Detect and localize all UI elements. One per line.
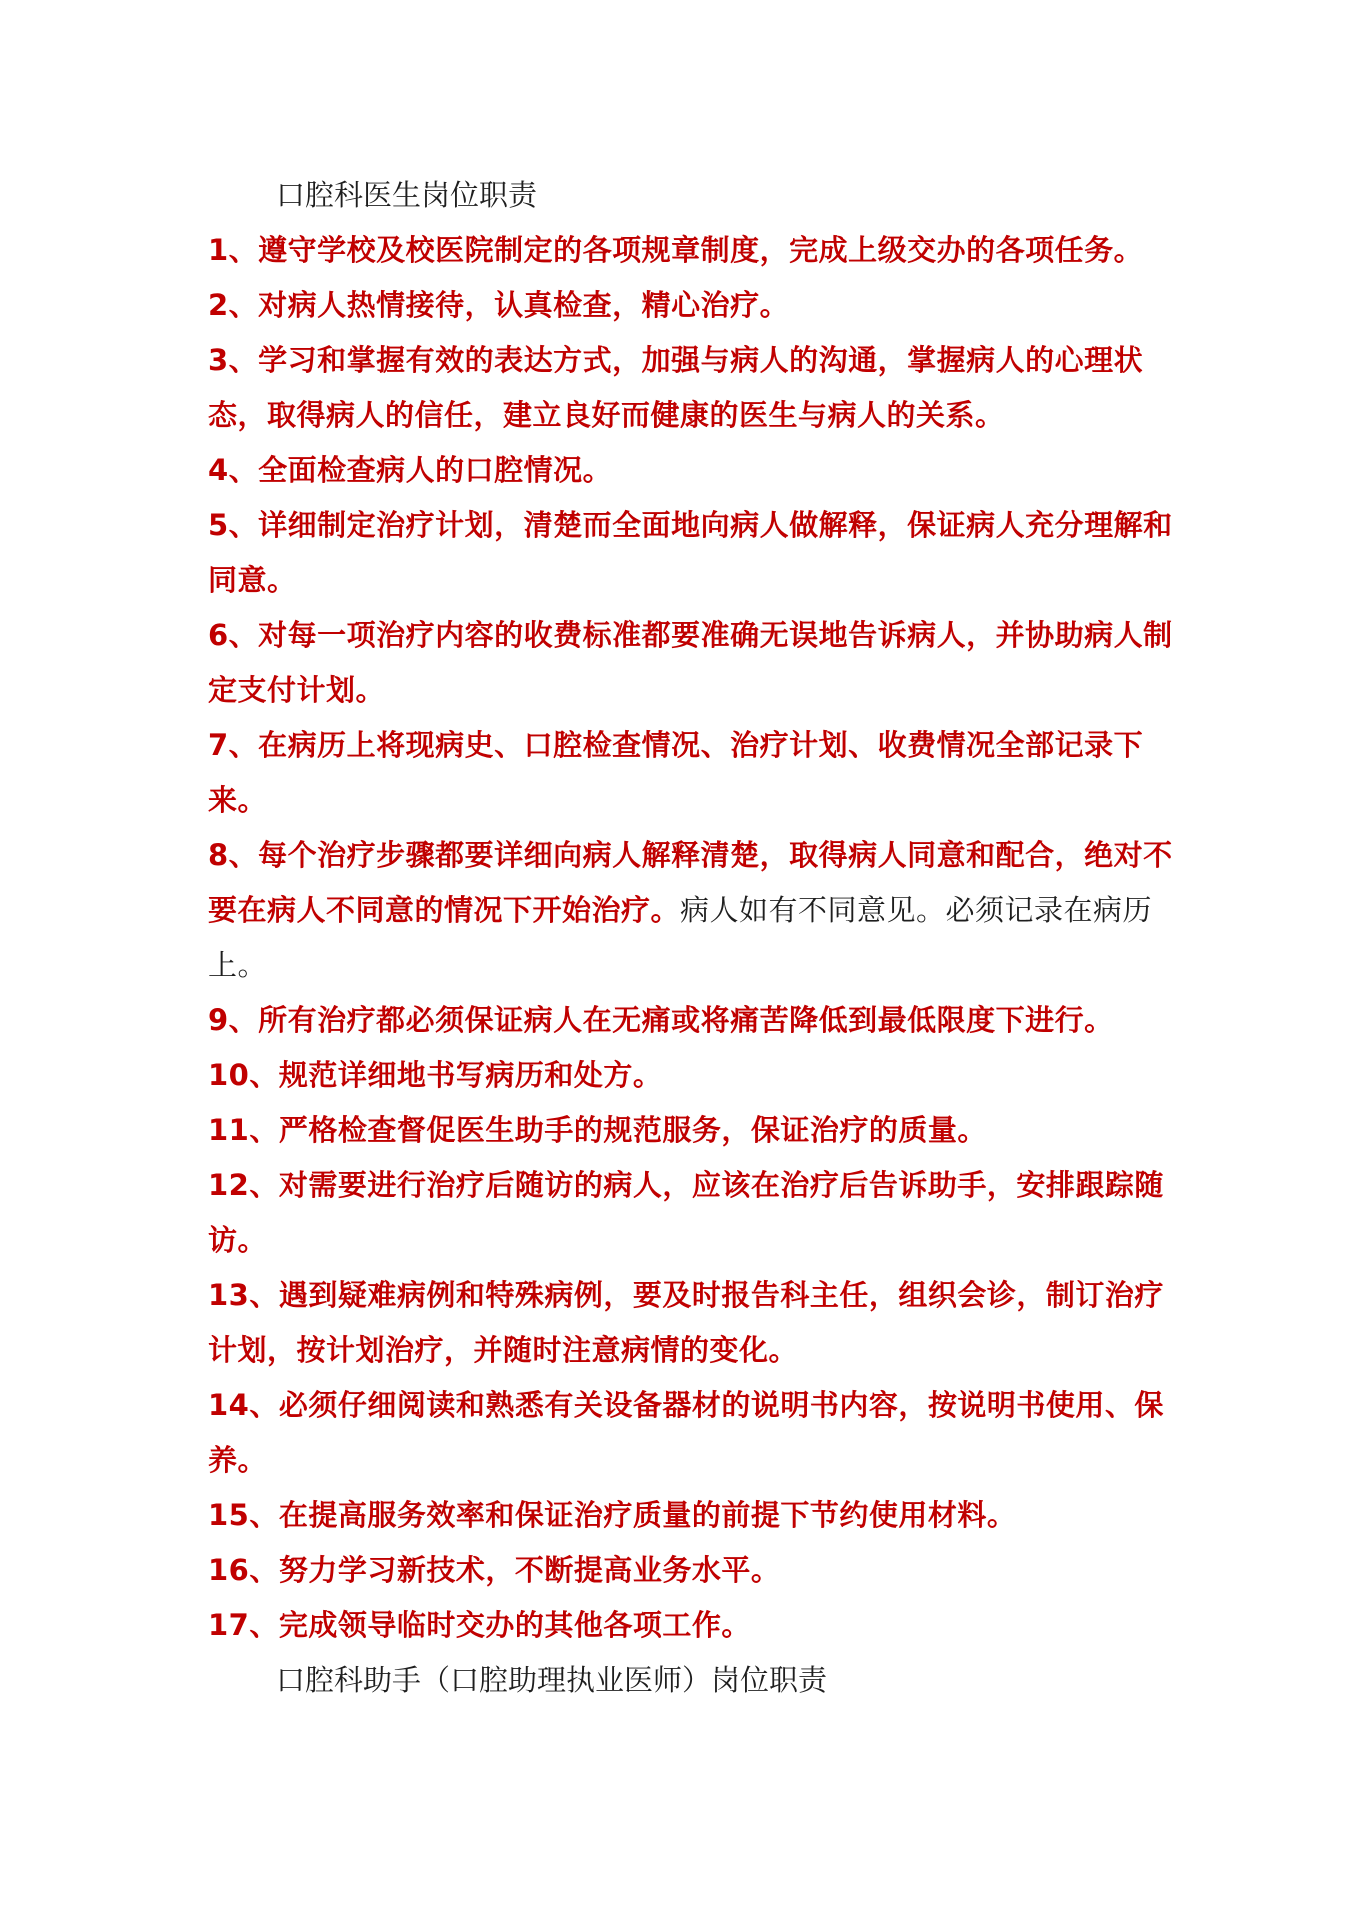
duty-item-10 <box>208 1048 1188 1103</box>
duty-text: 6、对每一项治疗内容的收费标准都要准确无误地告诉病人，并协助病人制定支付计划。 <box>208 618 1173 707</box>
duty-text: 4、全面检查病人的口腔情况。 <box>208 453 613 487</box>
duty-item-15 <box>208 1488 1188 1543</box>
duty-text: 12、对需要进行治疗后随访的病人，应该在治疗后告诉助手，安排跟踪随访。 <box>208 1168 1164 1257</box>
duty-item-9 <box>208 993 1188 1048</box>
duty-item-8 <box>208 828 1188 993</box>
duty-item-17 <box>208 1598 1188 1653</box>
duty-text: 2、对病人热情接待，认真检查，精心治疗。 <box>208 288 790 322</box>
duty-text: 3、学习和掌握有效的表达方式，加强与病人的沟通，掌握病人的心理状态，取得病人的信任，建立良好而健康的医生与病人的关系。 <box>208 343 1144 432</box>
duty-text: 7、在病历上将现病史、口腔检查情况、治疗计划、收费情况全部记录下来。 <box>208 728 1144 817</box>
duty-item-1 <box>208 223 1188 278</box>
duty-item-2 <box>208 278 1188 333</box>
duty-item-5 <box>208 498 1188 608</box>
section-title-assistant: 口腔科助手（口腔助理执业医师）岗位职责 <box>276 1663 828 1697</box>
duty-item-4 <box>208 443 1188 498</box>
document-body <box>208 168 1188 1708</box>
duty-text: 16、努力学习新技术，不断提高业务水平。 <box>208 1553 781 1587</box>
duty-text: 14、必须仔细阅读和熟悉有关设备器材的说明书内容，按说明书使用、保养。 <box>208 1388 1164 1477</box>
duty-item-12 <box>208 1158 1188 1268</box>
duty-item-6 <box>208 608 1188 718</box>
duty-item-16 <box>208 1543 1188 1598</box>
duty-item-14 <box>208 1378 1188 1488</box>
duty-text: 9、所有治疗都必须保证病人在无痛或将痛苦降低到最低限度下进行。 <box>208 1003 1114 1037</box>
duty-text: 8、每个治疗步骤都要详细向病人解释清楚，取得病人同意和配合，绝对不要在病人不同意的情况下开始治疗。 <box>208 838 1173 927</box>
duty-text: 15、在提高服务效率和保证治疗质量的前提下节约使用材料。 <box>208 1498 1017 1532</box>
duty-text: 10、规范详细地书写病历和处方。 <box>208 1058 663 1092</box>
duty-text: 17、完成领导临时交办的其他各项工作。 <box>208 1608 751 1642</box>
duty-item-11 <box>208 1103 1188 1158</box>
duty-text-normal: 病人如有不同意见。必须记录在病历上。 <box>208 893 1153 982</box>
duty-item-3 <box>208 333 1188 443</box>
section-title-dentist: 口腔科医生岗位职责 <box>276 178 538 212</box>
duty-item-13 <box>208 1268 1188 1378</box>
duty-item-7 <box>208 718 1188 828</box>
duty-text: 1、遵守学校及校医院制定的各项规章制度，完成上级交办的各项任务。 <box>208 233 1144 267</box>
duty-text: 5、详细制定治疗计划，清楚而全面地向病人做解释，保证病人充分理解和同意。 <box>208 508 1173 597</box>
duty-text: 11、严格检查督促医生助手的规范服务，保证治疗的质量。 <box>208 1113 987 1147</box>
duty-text: 13、遇到疑难病例和特殊病例，要及时报告科主任，组织会诊，制订治疗计划，按计划治疗，并随时注意病情的变化。 <box>208 1278 1164 1367</box>
